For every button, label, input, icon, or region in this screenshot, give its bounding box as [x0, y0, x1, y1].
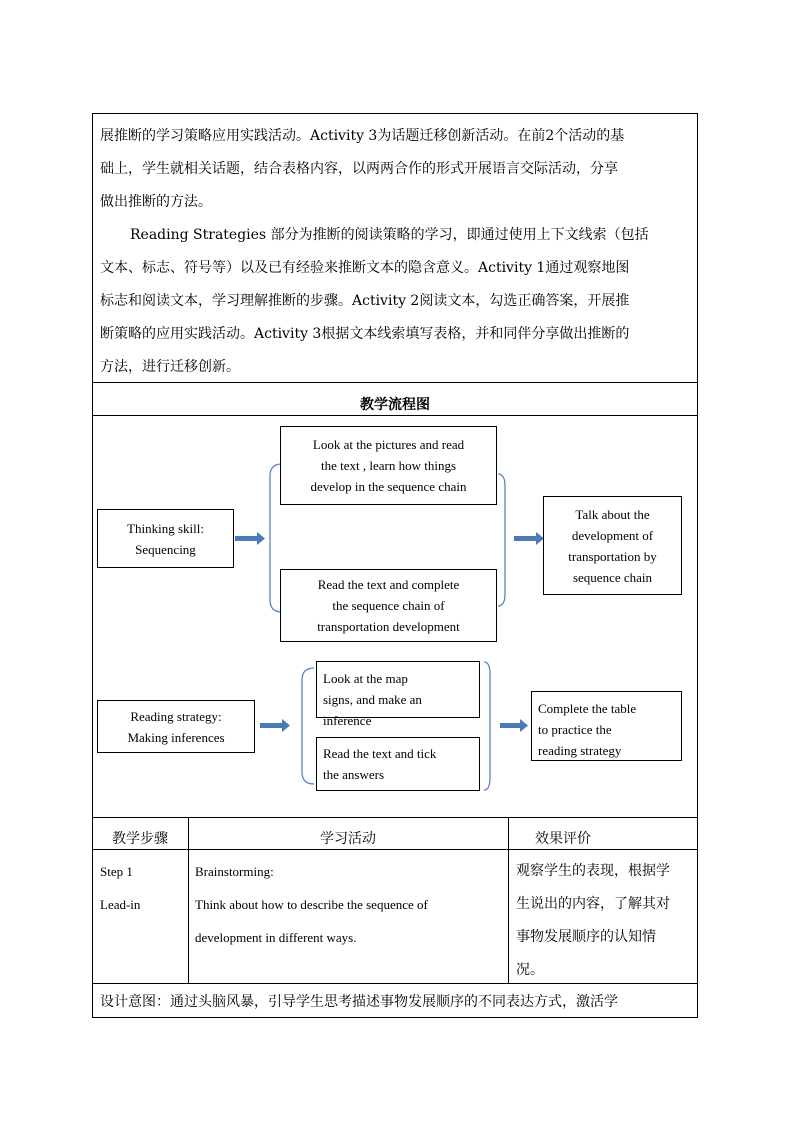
box-text: to practice the: [538, 722, 612, 737]
header-learning-activities: 学习活动: [320, 831, 376, 847]
arrow-right-icon: [514, 532, 544, 545]
arrow-right-icon: [500, 719, 528, 732]
right-bracket: [484, 662, 490, 790]
look-pictures-box: [280, 426, 497, 505]
box-text: develop in the sequence chain: [310, 479, 467, 494]
box-text: signs, and make an: [323, 692, 422, 707]
activity-cell: [195, 855, 501, 954]
text-line: 展推断的学习策略应用实践活动。Activity 3为话题迁移创新活动。在前2个活动的基: [100, 128, 625, 144]
box-text: transportation by: [568, 548, 657, 564]
text-line: 础上，学生就相关话题，结合表格内容，以两两合作的形式开展语言交际活动，分享: [100, 161, 618, 177]
box-text: transportation development: [317, 619, 460, 634]
thinking-skill-box: [97, 509, 234, 568]
activity-text: Think about how to describe the sequence of: [195, 897, 428, 912]
box-text: development of: [571, 527, 654, 543]
read-tick-box: [316, 737, 480, 791]
text-line: 文本、标志、符号等）以及已有经验来推断文本的隐含意义。Activity 1通过观察地图: [100, 260, 630, 276]
box-text: sequence chain: [572, 569, 653, 585]
complete-table-box: [531, 691, 682, 761]
header-teaching-steps: 教学步骤: [112, 831, 168, 847]
flowchart-title: 教学流程图: [360, 397, 430, 413]
text-line: 做出推断的方法。: [100, 194, 212, 210]
step-name: Lead-in: [100, 897, 141, 912]
text-line: 标志和阅读文本，学习理解推断的步骤。Activity 2阅读文本，勾选正确答案，开展推: [100, 293, 630, 309]
talk-box: [543, 496, 682, 595]
text-line: Reading Strategies 部分为推断的阅读策略的学习，即通过使用上下文线索（包括: [130, 227, 649, 243]
activity-text: development in different ways.: [195, 930, 357, 945]
step-number: Step 1: [100, 864, 133, 879]
box-text: Talk about the: [575, 506, 650, 522]
evaluation-text: 事物发展顺序的认知情: [516, 929, 656, 945]
row-divider: [92, 817, 698, 818]
box-text: Look at the map: [323, 671, 408, 686]
evaluation-text: 况。: [516, 962, 544, 978]
look-map-box: [316, 661, 480, 728]
box-text: Making inferences: [127, 729, 225, 745]
box-text: Read the text and tick: [323, 746, 437, 761]
arrow-right-icon: [235, 532, 265, 545]
box-text: the text , learn how things: [320, 458, 457, 473]
box-text: Complete the table: [538, 701, 637, 716]
box-text: Look at the pictures and read: [312, 437, 465, 452]
evaluation-text: 生说出的内容，了解其对: [516, 896, 670, 912]
right-bracket: [498, 474, 505, 606]
read-complete-box: [280, 569, 497, 642]
activity-title: Brainstorming:: [195, 864, 274, 879]
step-cell: [100, 855, 186, 921]
design-intent: 设计意图：通过头脑风暴，引导学生思考描述事物发展顺序的不同表达方式，激活学: [100, 994, 618, 1010]
text-line: 方法，进行迁移创新。: [100, 359, 240, 375]
box-text: Thinking skill:: [127, 520, 204, 536]
box-text: Reading strategy:: [130, 708, 222, 724]
reading-strategy-box: [97, 700, 255, 753]
box-text: the sequence chain of: [332, 598, 445, 613]
arrow-right-icon: [260, 719, 290, 732]
box-text: inference: [323, 713, 372, 728]
left-bracket: [302, 668, 314, 784]
header-effect-evaluation: 效果评价: [535, 831, 591, 847]
row-divider: [92, 849, 698, 850]
box-text: Read the text and complete: [317, 577, 460, 592]
evaluation-text: 观察学生的表现，根据学: [516, 863, 670, 879]
text-line: 断策略的应用实践活动。Activity 3根据文本线索填写表格，并和同伴分享做出推断的: [100, 326, 630, 342]
row-divider: [92, 983, 698, 984]
box-text: reading strategy: [538, 743, 622, 758]
box-text: the answers: [323, 767, 385, 782]
evaluation-cell: [516, 855, 692, 987]
box-text: Sequencing: [135, 541, 196, 557]
